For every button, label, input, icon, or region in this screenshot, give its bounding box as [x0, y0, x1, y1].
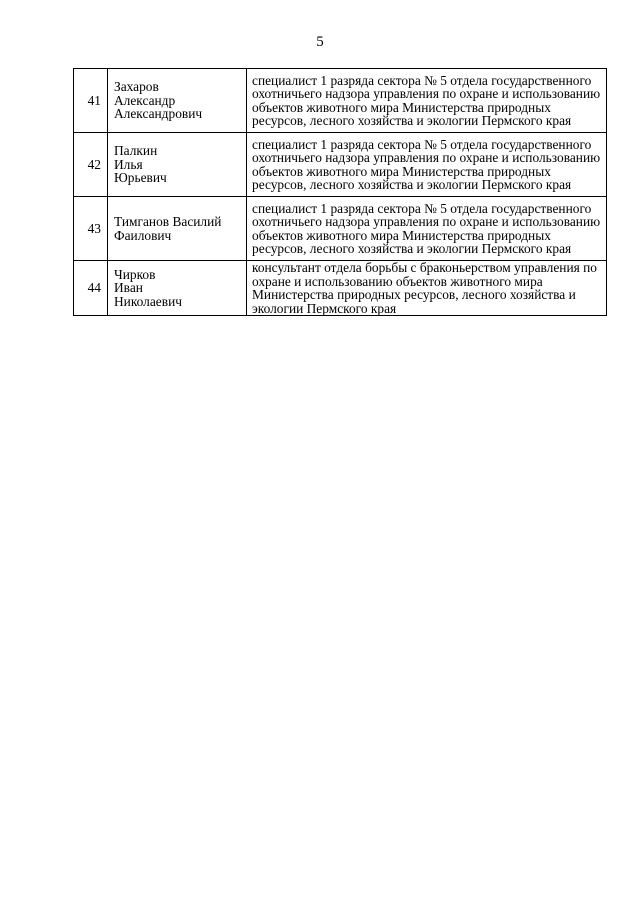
- row-number: 41: [74, 69, 108, 133]
- surname: Захаров: [114, 79, 159, 95]
- surname: Палкин: [114, 143, 158, 159]
- row-number: 43: [74, 197, 108, 261]
- first-name: Иван: [114, 280, 143, 296]
- row-number: 44: [74, 261, 108, 316]
- table-row: [74, 69, 607, 133]
- position-title: консультант отдела борьбы с браконьерством управления по охране и использованию объектов животного мира Министерства природных ресурсов, лесного хозяйства и экологии Пермского края: [247, 261, 607, 316]
- surname-first-name: Тимганов Василий: [114, 214, 222, 229]
- position-title: специалист 1 разряда сектора № 5 отдела государственного охотничьего надзора управления по охране и использованию объектов животного мира Министерства природных ресурсов, лесного хозяйства и экологии Пермского края: [247, 197, 607, 261]
- person-name: [108, 261, 247, 316]
- first-name: Илья: [114, 156, 143, 172]
- person-name: [108, 69, 247, 133]
- table-row: [74, 133, 607, 197]
- patronymic: Александрович: [114, 106, 203, 122]
- patronymic: Юрьевич: [114, 170, 167, 186]
- appointments-table: [73, 68, 607, 316]
- patronymic: Николаевич: [114, 293, 182, 309]
- row-number: 42: [74, 133, 108, 197]
- table-row: [74, 197, 607, 261]
- position-title: специалист 1 разряда сектора № 5 отдела государственного охотничьего надзора управления по охране и использованию объектов животного мира Министерства природных ресурсов, лесного хозяйства и экологии Пермского края: [247, 69, 607, 133]
- page-number: 5: [316, 34, 324, 50]
- patronymic: Фаилович: [114, 227, 172, 243]
- first-name: Александр: [114, 92, 176, 108]
- position-title: специалист 1 разряда сектора № 5 отдела государственного охотничьего надзора управления по охране и использованию объектов животного мира Министерства природных ресурсов, лесного хозяйства и экологии Пермского края: [247, 133, 607, 197]
- table-row: [74, 261, 607, 316]
- person-name: [108, 133, 247, 197]
- surname: Чирков: [114, 266, 156, 282]
- person-name: [108, 197, 247, 261]
